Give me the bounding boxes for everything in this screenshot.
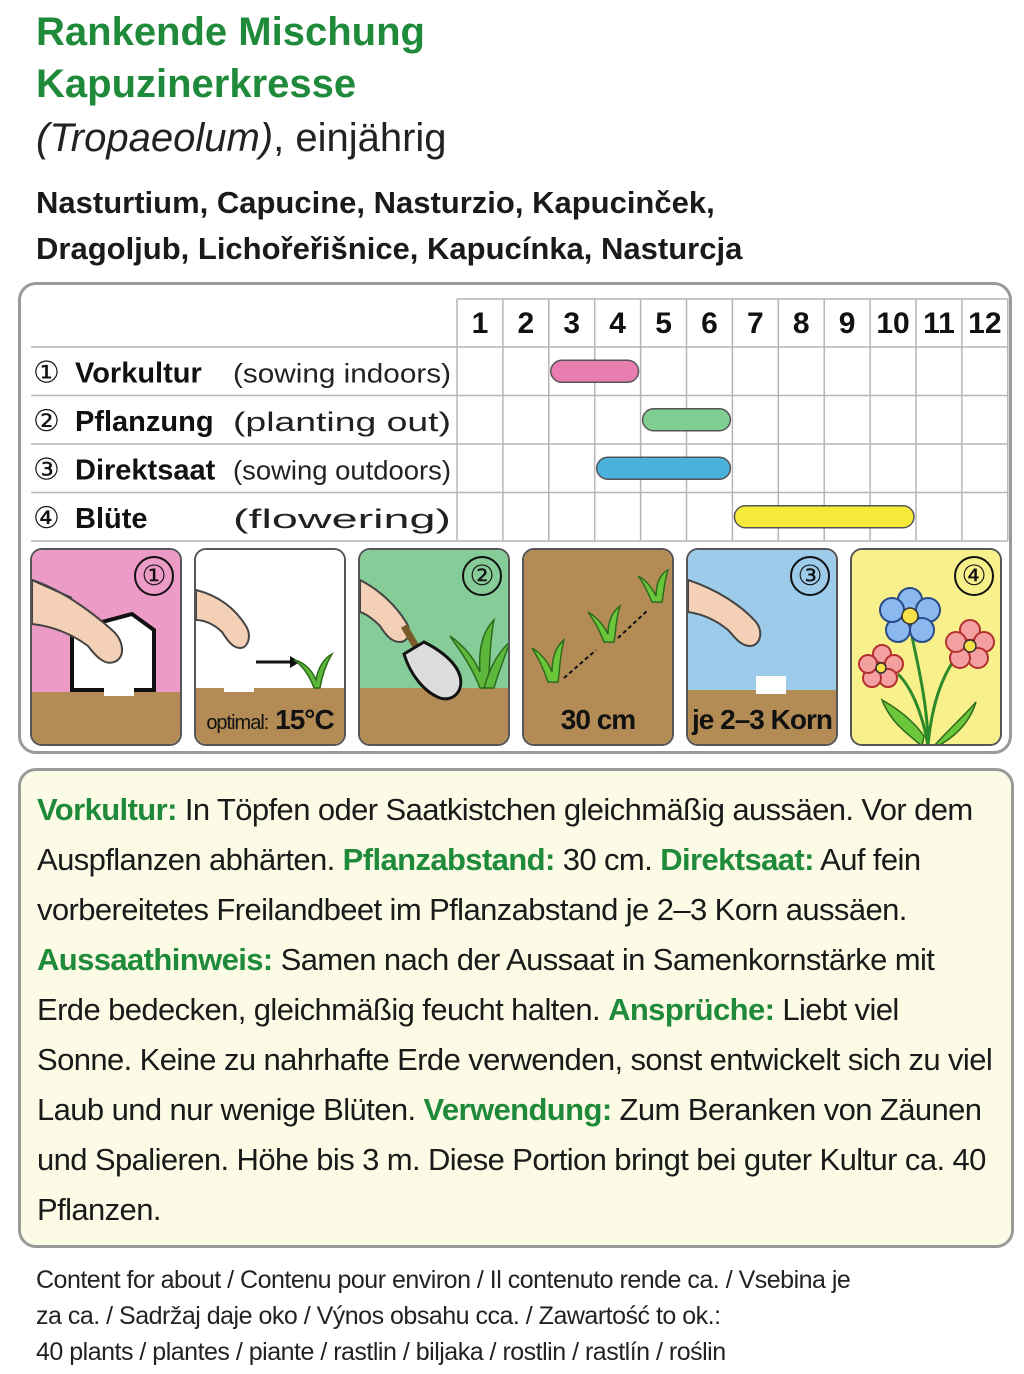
month-label: 12 xyxy=(968,307,1002,340)
temperature-value: 15°C xyxy=(275,704,334,735)
step-number-badge: ② xyxy=(462,556,502,596)
key-verwendung: Verwendung: xyxy=(423,1092,612,1127)
month-label: 1 xyxy=(471,307,489,340)
period-bar xyxy=(643,409,731,431)
period-bar xyxy=(734,506,914,528)
key-direktsaat: Direktsaat: xyxy=(660,842,814,877)
row-note: (sowing outdoors) xyxy=(233,455,451,486)
row-marker: ④ xyxy=(33,500,60,536)
text-ansprueche: Liebt viel Sonne. Keine zu nahrhafte Erde verwenden, sonst entwickelt sich zu viel Laub und nur wenige Blüten. xyxy=(37,992,993,1127)
month-label: 10 xyxy=(876,307,910,340)
content-note xyxy=(36,1262,1006,1370)
row-label: Vorkultur xyxy=(75,357,202,390)
row-note: (planting out) xyxy=(233,406,451,437)
latin-name-italic: (Tropaeolum) xyxy=(36,116,274,160)
icon-panel-sowing-outdoors xyxy=(686,548,838,746)
month-label: 8 xyxy=(792,307,810,340)
text-verwendung: Zum Beranken von Zäunen und Spalieren. Höhe bis 3 m. Diese Portion bringt bei guter Kultur ca. 40 Pflanzen. xyxy=(37,1092,986,1227)
row-label: Pflanzung xyxy=(75,405,214,438)
common-names xyxy=(36,180,996,272)
key-vorkultur: Vorkultur: xyxy=(37,792,177,827)
common-names-line1: Nasturtium, Capucine, Nasturzio, Kapucinček, xyxy=(36,185,715,220)
row-marker: ② xyxy=(33,403,60,439)
icon-panel-flowering xyxy=(850,548,1002,746)
content-note-line2: za ca. / Sadržaj daje oko / Výnos obsahu cca. / Zawartość to ok.: xyxy=(36,1302,721,1330)
step-number-badge: ① xyxy=(134,556,174,596)
key-ansprueche: Ansprüche: xyxy=(608,992,775,1027)
row-label: Direktsaat xyxy=(75,454,216,487)
seed-count-label: je 2–3 Korn xyxy=(692,704,832,735)
icon-panel-spacing xyxy=(522,548,674,746)
optimal-prefix: optimal: xyxy=(206,712,269,734)
row-note: (sowing indoors) xyxy=(233,358,451,389)
common-names-line2: Dragoljub, Lichořeřišnice, Kapucínka, Nasturcja xyxy=(36,231,743,266)
row-label: Blüte xyxy=(75,502,148,535)
latin-suffix: , einjährig xyxy=(273,116,447,160)
month-label: 9 xyxy=(838,307,856,340)
content-note-line3: 40 plants / plantes / piante / rastlin / biljaka / rostlin / rastlín / roślin xyxy=(36,1338,726,1366)
latin-name xyxy=(36,114,447,162)
row-note: (flowering) xyxy=(233,503,451,534)
content-note-line1: Content for about / Contenu pour environ / Il contenuto rende ca. / Vsebina je xyxy=(36,1266,851,1294)
product-title: Rankende Mischung xyxy=(36,10,425,54)
text-pflanzabstand: 30 cm. xyxy=(554,842,661,877)
icon-panel-sowing-indoors xyxy=(30,548,182,746)
month-label: 6 xyxy=(701,307,718,340)
key-aussaathinweis: Aussaathinweis: xyxy=(37,942,273,977)
month-label: 7 xyxy=(747,307,764,340)
germination-temp-label xyxy=(196,704,344,736)
key-pflanzabstand: Pflanzabstand: xyxy=(342,842,555,877)
icon-panel-planting-out xyxy=(358,548,510,746)
row-marker: ① xyxy=(33,355,60,391)
step-number-badge: ④ xyxy=(954,556,994,596)
month-label: 11 xyxy=(923,307,955,340)
month-label: 3 xyxy=(563,307,581,340)
cultivation-instructions xyxy=(18,768,1014,1248)
month-label: 2 xyxy=(517,307,535,340)
period-bar xyxy=(597,457,731,479)
product-subtitle: Kapuzinerkresse xyxy=(36,62,357,106)
spacing-label: 30 cm xyxy=(560,704,636,735)
icon-panel-germination xyxy=(194,548,346,746)
text-aussaathinweis: Samen nach der Aussaat in Samenkornstärke mit Erde bedecken, gleichmäßig feucht halten. xyxy=(37,942,935,1027)
month-label: 5 xyxy=(655,307,672,340)
step-number-badge: ③ xyxy=(790,556,830,596)
text-vorkultur: In Töpfen oder Saatkistchen gleichmäßig aussäen. Vor dem Auspflanzen abhärten. xyxy=(37,792,973,877)
month-label: 4 xyxy=(609,307,626,340)
period-bar xyxy=(551,360,639,382)
instruction-icons xyxy=(30,548,1004,748)
row-marker: ③ xyxy=(33,452,60,488)
text-direktsaat: Auf fein vorbereitetes Freilandbeet im Pflanzabstand je 2–3 Korn aussäen. xyxy=(37,842,921,927)
